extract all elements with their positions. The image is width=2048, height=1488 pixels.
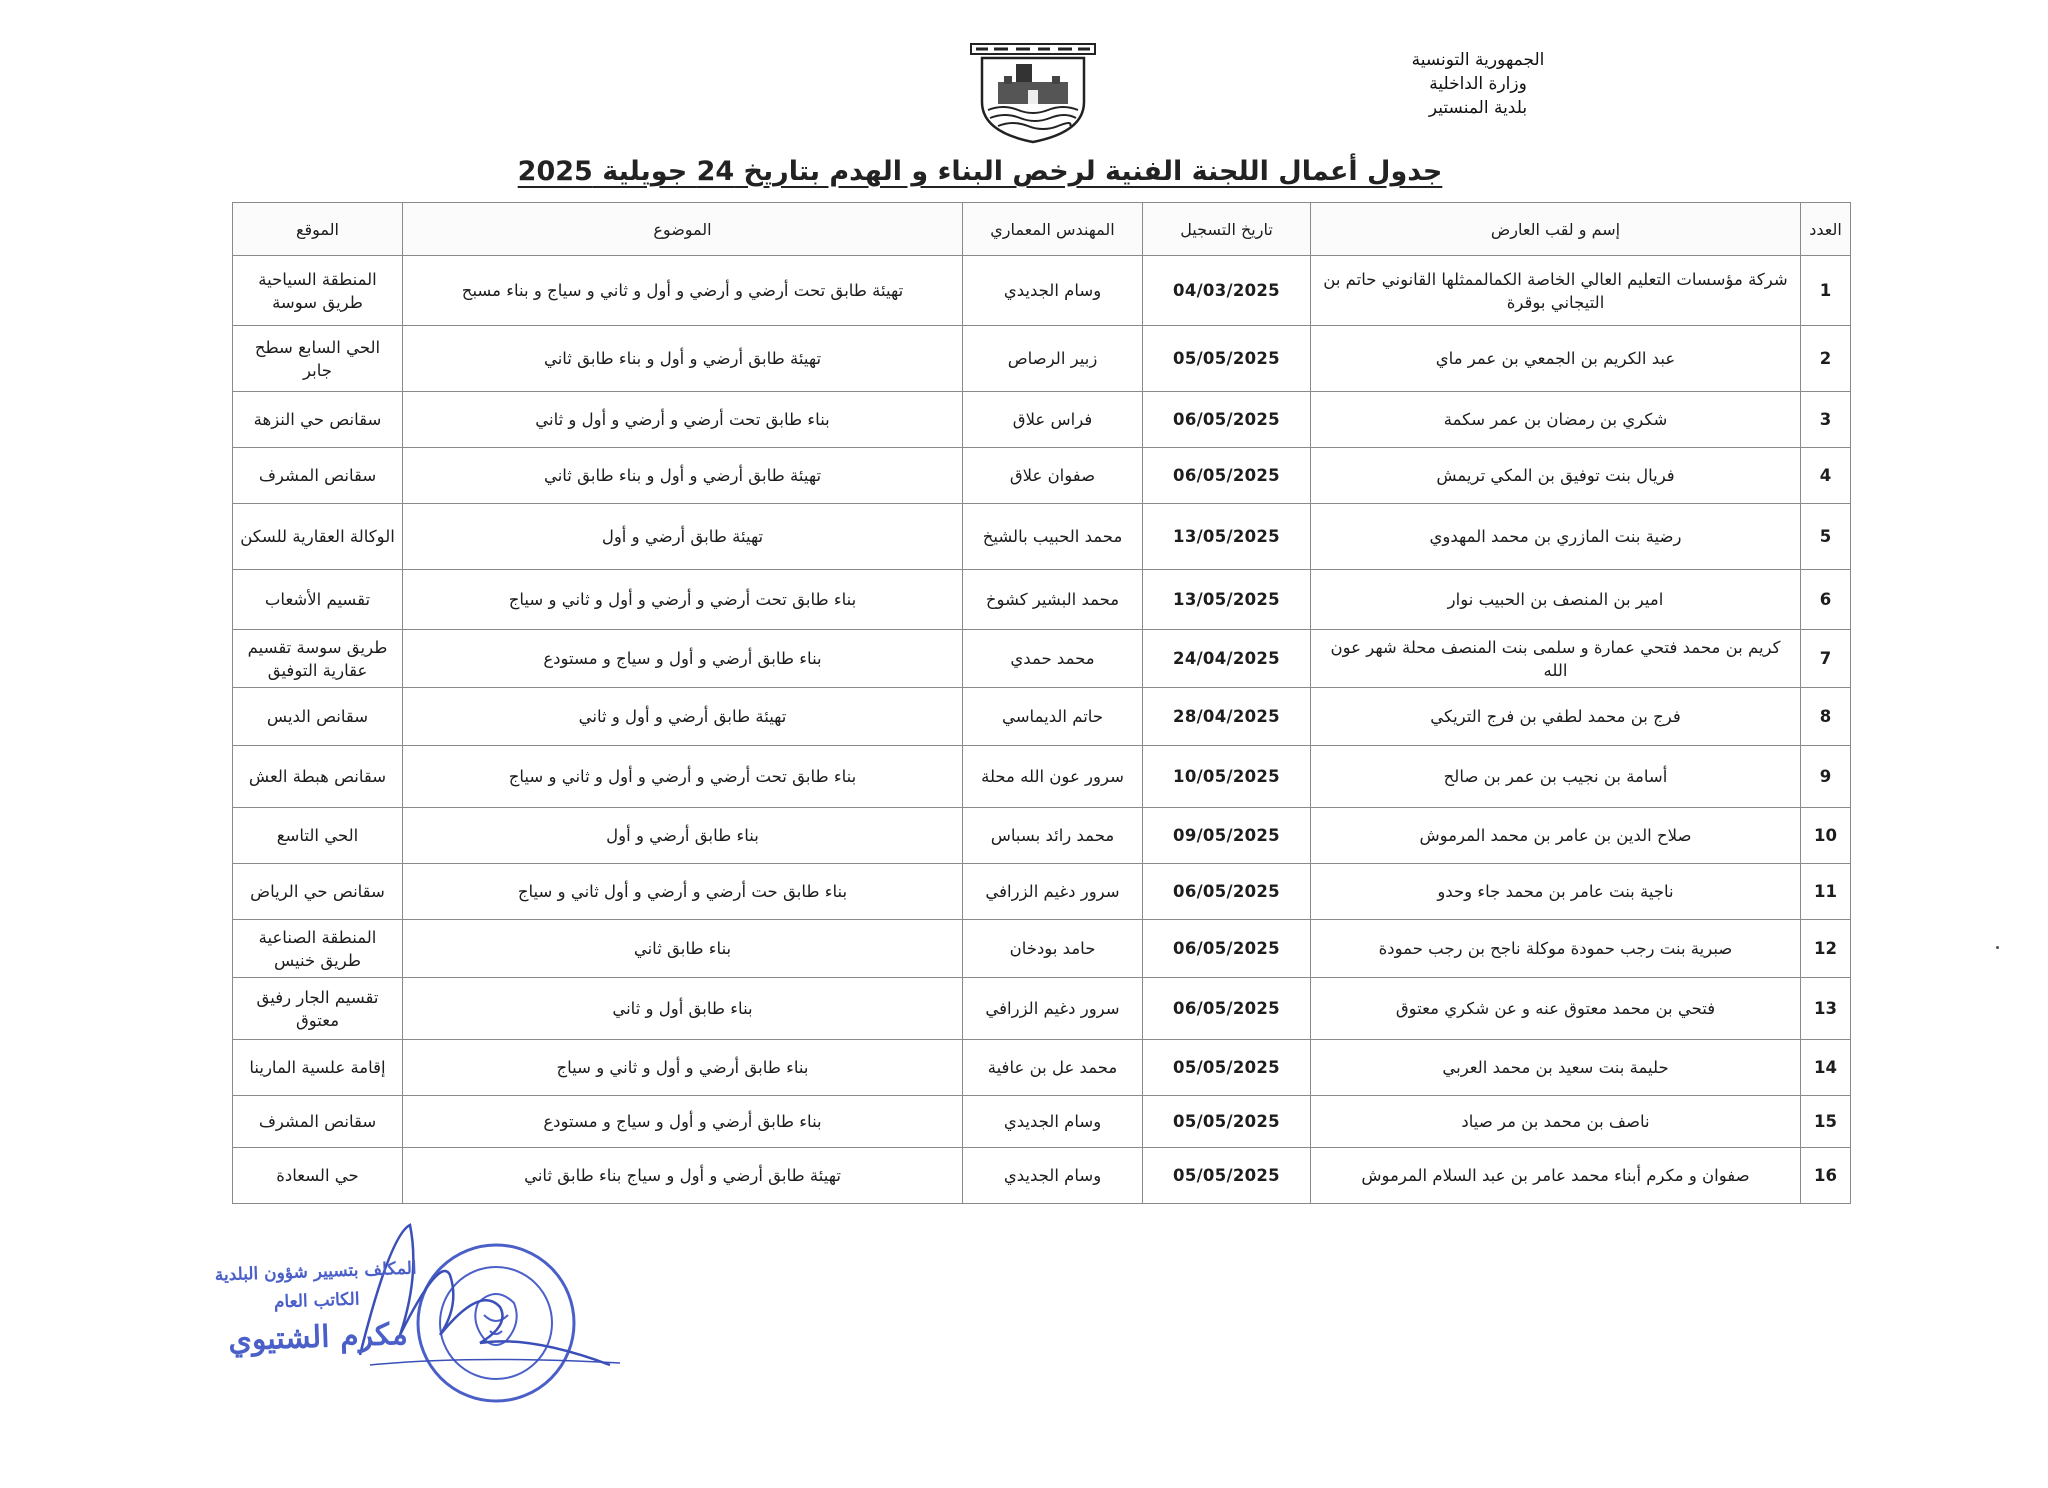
cell-applicant: أسامة بن نجيب بن عمر بن صالح <box>1311 746 1801 808</box>
cell-subject: بناء طابق أول و ثاني <box>403 978 963 1040</box>
cell-num: 16 <box>1801 1148 1851 1204</box>
cell-location: إقامة علسية المارينا <box>233 1040 403 1096</box>
cell-date: 13/05/2025 <box>1143 504 1311 570</box>
cell-engineer: محمد الحبيب بالشيخ <box>963 504 1143 570</box>
cell-subject: بناء طابق ثاني <box>403 920 963 978</box>
table-row <box>233 808 1851 864</box>
table-header-row <box>233 203 1851 256</box>
cell-date: 05/05/2025 <box>1143 1148 1311 1204</box>
cell-date: 24/04/2025 <box>1143 630 1311 688</box>
header-applicant: إسم و لقب العارض <box>1311 203 1801 256</box>
cell-num: 4 <box>1801 448 1851 504</box>
header-date: تاريخ التسجيل <box>1143 203 1311 256</box>
cell-engineer: سرور دغيم الزرافي <box>963 978 1143 1040</box>
cell-location: سقانص هبطة العش <box>233 746 403 808</box>
cell-subject: تهيئة طابق أرضي و أول <box>403 504 963 570</box>
cell-num: 10 <box>1801 808 1851 864</box>
table-row <box>233 920 1851 978</box>
cell-applicant: ناصف بن محمد بن مر صياد <box>1311 1096 1801 1148</box>
table-row <box>233 746 1851 808</box>
letterhead-ministry: وزارة الداخلية <box>1429 74 1527 94</box>
cell-location: سقانص المشرف <box>233 1096 403 1148</box>
table-row <box>233 448 1851 504</box>
cell-num: 1 <box>1801 256 1851 326</box>
cell-subject: تهيئة طابق أرضي و أول و بناء طابق ثاني <box>403 326 963 392</box>
cell-engineer: محمد عل بن عافية <box>963 1040 1143 1096</box>
cell-engineer: حاتم الديماسي <box>963 688 1143 746</box>
signature-title: المكلف بتسيير شؤون البلدية <box>214 1258 417 1286</box>
letterhead-municipality: بلدية المنستير <box>1428 98 1528 118</box>
table-row <box>233 392 1851 448</box>
cell-num: 5 <box>1801 504 1851 570</box>
cell-date: 06/05/2025 <box>1143 864 1311 920</box>
cell-date: 06/05/2025 <box>1143 392 1311 448</box>
cell-num: 15 <box>1801 1096 1851 1148</box>
cell-num: 9 <box>1801 746 1851 808</box>
cell-location: سقانص المشرف <box>233 448 403 504</box>
municipality-emblem-icon <box>968 40 1098 144</box>
cell-location: المنطقة الصناعية طريق خنيس <box>233 920 403 978</box>
table-row <box>233 1040 1851 1096</box>
cell-engineer: وسام الجديدي <box>963 256 1143 326</box>
cell-date: 09/05/2025 <box>1143 808 1311 864</box>
header-num: العدد <box>1801 203 1851 256</box>
cell-engineer: سرور دغيم الزرافي <box>963 864 1143 920</box>
table-row <box>233 256 1851 326</box>
cell-num: 8 <box>1801 688 1851 746</box>
cell-engineer: محمد رائد بسباس <box>963 808 1143 864</box>
cell-engineer: صفوان علاق <box>963 448 1143 504</box>
header-engineer: المهندس المعماري <box>963 203 1143 256</box>
cell-num: 2 <box>1801 326 1851 392</box>
cell-date: 28/04/2025 <box>1143 688 1311 746</box>
cell-num: 14 <box>1801 1040 1851 1096</box>
cell-subject: بناء طابق أرضي و أول و سياج و مستودع <box>403 630 963 688</box>
table-body <box>233 256 1851 1204</box>
cell-applicant: حليمة بنت سعيد بن محمد العربي <box>1311 1040 1801 1096</box>
table-row <box>233 570 1851 630</box>
cell-date: 04/03/2025 <box>1143 256 1311 326</box>
cell-engineer: وسام الجديدي <box>963 1148 1143 1204</box>
cell-location: الوكالة العقارية للسكن <box>233 504 403 570</box>
table-row <box>233 978 1851 1040</box>
signature-block <box>210 1254 423 1363</box>
cell-date: 06/05/2025 <box>1143 448 1311 504</box>
cell-subject: بناء طابق أرضي و أول و ثاني و سياج <box>403 1040 963 1096</box>
table-row <box>233 326 1851 392</box>
cell-engineer: حامد بودخان <box>963 920 1143 978</box>
cell-location: تقسيم الجار رفيق معتوق <box>233 978 403 1040</box>
cell-subject: بناء طابق تحت أرضي و أرضي و أول و ثاني و سياج <box>403 570 963 630</box>
cell-engineer: وسام الجديدي <box>963 1096 1143 1148</box>
table-row <box>233 1096 1851 1148</box>
cell-engineer: محمد البشير كشوخ <box>963 570 1143 630</box>
cell-subject: تهيئة طابق أرضي و أول و ثاني <box>403 688 963 746</box>
cell-subject: تهيئة طابق تحت أرضي و أرضي و أول و ثاني و سياج و بناء مسبح <box>403 256 963 326</box>
cell-subject: تهيئة طابق أرضي و أول و بناء طابق ثاني <box>403 448 963 504</box>
cell-date: 06/05/2025 <box>1143 978 1311 1040</box>
cell-applicant: كريم بن محمد فتحي عمارة و سلمى بنت المنصف محلة شهر عون الله <box>1311 630 1801 688</box>
cell-applicant: شركة مؤسسات التعليم العالي الخاصة الكمالممثلها القانوني حاتم بن التيجاني بوقرة <box>1311 256 1801 326</box>
cell-date: 05/05/2025 <box>1143 1096 1311 1148</box>
cell-applicant: عبد الكريم بن الجمعي بن عمر ماي <box>1311 326 1801 392</box>
cell-location: الحي التاسع <box>233 808 403 864</box>
table-row <box>233 504 1851 570</box>
cell-applicant: فرج بن محمد لطفي بن فرج التريكي <box>1311 688 1801 746</box>
cell-date: 13/05/2025 <box>1143 570 1311 630</box>
cell-location: الحي السابع سطح جابر <box>233 326 403 392</box>
cell-engineer: محمد حمدي <box>963 630 1143 688</box>
cell-num: 12 <box>1801 920 1851 978</box>
cell-subject: بناء طابق حت أرضي و أرضي و أول ثاني و سياج <box>403 864 963 920</box>
table-row <box>233 864 1851 920</box>
cell-num: 6 <box>1801 570 1851 630</box>
cell-applicant: ناجية بنت عامر بن محمد جاء وحدو <box>1311 864 1801 920</box>
cell-subject: بناء طابق تحت أرضي و أرضي و أول و ثاني و سياج <box>403 746 963 808</box>
letterhead <box>1328 48 1628 120</box>
cell-date: 06/05/2025 <box>1143 920 1311 978</box>
cell-location: طريق سوسة تقسيم عقارية التوفيق <box>233 630 403 688</box>
cell-applicant: امير بن المنصف بن الحبيب نوار <box>1311 570 1801 630</box>
cell-num: 13 <box>1801 978 1851 1040</box>
cell-engineer: سرور عون الله محلة <box>963 746 1143 808</box>
cell-location: سقانص حي الرياض <box>233 864 403 920</box>
cell-applicant: رضية بنت المازري بن محمد المهدوي <box>1311 504 1801 570</box>
letterhead-country: الجمهورية التونسية <box>1411 50 1545 70</box>
signature-role: الكاتب العام <box>273 1289 360 1313</box>
page-title: جدول أعمال اللجنة الفنية لرخص البناء و الهدم بتاريخ 24 جويلية 2025 <box>517 156 1443 187</box>
table-row <box>233 1148 1851 1204</box>
cell-num: 7 <box>1801 630 1851 688</box>
agenda-table <box>232 202 1851 1204</box>
cell-subject: بناء طابق تحت أرضي و أرضي و أول و ثاني <box>403 392 963 448</box>
cell-num: 3 <box>1801 392 1851 448</box>
header-location: الموقع <box>233 203 403 256</box>
cell-num: 11 <box>1801 864 1851 920</box>
cell-date: 10/05/2025 <box>1143 746 1311 808</box>
cell-date: 05/05/2025 <box>1143 326 1311 392</box>
cell-location: تقسيم الأشعاب <box>233 570 403 630</box>
cell-applicant: صلاح الدين بن عامر بن محمد المرموش <box>1311 808 1801 864</box>
cell-applicant: صبرية بنت رجب حمودة موكلة ناجح بن رجب حمودة <box>1311 920 1801 978</box>
cell-location: حي السعادة <box>233 1148 403 1204</box>
cell-location: سقانص حي النزهة <box>233 392 403 448</box>
signature-name: مكرم الشتيوي <box>227 1316 409 1359</box>
cell-subject: بناء طابق أرضي و أول و سياج و مستودع <box>403 1096 963 1148</box>
scan-speck <box>1996 946 1999 949</box>
header-subject: الموضوع <box>403 203 963 256</box>
cell-subject: تهيئة طابق أرضي و أول و سياج بناء طابق ثاني <box>403 1148 963 1204</box>
cell-location: المنطقة السياحية طريق سوسة <box>233 256 403 326</box>
cell-engineer: زبير الرصاص <box>963 326 1143 392</box>
cell-location: سقانص الديس <box>233 688 403 746</box>
cell-date: 05/05/2025 <box>1143 1040 1311 1096</box>
cell-applicant: فريال بنت توفيق بن المكي تريمش <box>1311 448 1801 504</box>
table-row <box>233 688 1851 746</box>
cell-subject: بناء طابق أرضي و أول <box>403 808 963 864</box>
cell-applicant: فتحي بن محمد معتوق عنه و عن شكري معتوق <box>1311 978 1801 1040</box>
cell-engineer: فراس علاق <box>963 392 1143 448</box>
cell-applicant: شكري بن رمضان بن عمر سكمة <box>1311 392 1801 448</box>
table-row <box>233 630 1851 688</box>
cell-applicant: صفوان و مكرم أبناء محمد عامر بن عبد السلام المرموش <box>1311 1148 1801 1204</box>
